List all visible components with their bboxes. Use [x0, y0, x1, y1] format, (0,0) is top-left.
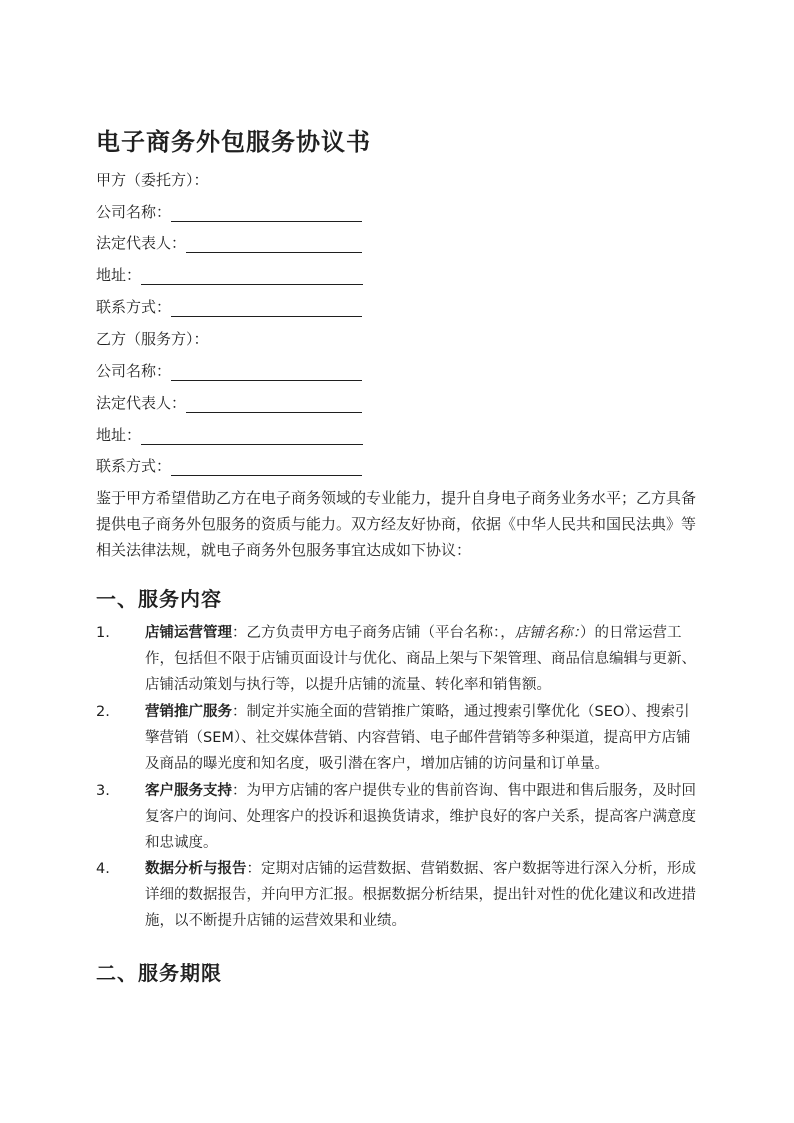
- service-item-4: [96, 856, 704, 934]
- service-item-3-label: 客户服务支持: [145, 783, 232, 799]
- service-item-1-placeholder: 店铺名称：: [514, 625, 580, 641]
- service-item-1-label: 店铺运营管理: [145, 625, 232, 641]
- service-item-1-number: 1.: [96, 625, 110, 641]
- party-b-company-blank[interactable]: [171, 364, 362, 381]
- party-b-rep-label: 法定代表人：: [96, 394, 187, 412]
- service-item-4-text: ：定期对店铺的运营数据、营销数据、客户数据等进行深入分析，形成详细的数据报告，并向甲方汇报。根据数据分析结果，提出针对性的优化建议和改进措施，以不断提升店铺的运营效果和业绩。: [145, 861, 696, 929]
- party-a-rep-row: [96, 233, 362, 253]
- party-a-address-row: [96, 265, 363, 285]
- party-b-rep-row: [96, 393, 362, 413]
- party-a-heading: 甲方（委托方）：: [96, 171, 209, 189]
- party-a-company-label: 公司名称：: [96, 203, 172, 221]
- party-a-company-blank[interactable]: [171, 205, 362, 222]
- service-item-2: [96, 699, 704, 777]
- party-a-contact-blank[interactable]: [171, 300, 362, 317]
- party-b-contact-row: [96, 456, 362, 476]
- party-b-address-label: 地址：: [96, 426, 142, 444]
- section-1-heading: 一、服务内容: [96, 587, 222, 611]
- party-b-address-row: [96, 425, 363, 445]
- preamble-paragraph: 鉴于甲方希望借助乙方在电子商务领域的专业能力，提升自身电子商务业务水平；乙方具备提供电子商务外包服务的资质与能力。双方经友好协商，依据《中华人民共和国民法典》等相关法律法规，就电子商务外包服务事宜达成如下协议：: [96, 489, 697, 559]
- party-b-company-label: 公司名称：: [96, 362, 172, 380]
- party-a-address-blank[interactable]: [141, 268, 363, 285]
- party-b-address-blank[interactable]: [141, 428, 363, 445]
- party-a-contact-label: 联系方式：: [96, 298, 172, 316]
- service-item-3-number: 3.: [96, 783, 110, 799]
- party-a-rep-label: 法定代表人：: [96, 234, 187, 252]
- service-item-1-text-a: ：乙方负责甲方电子商务店铺（平台名称：，: [232, 625, 515, 641]
- service-item-2-label: 营销推广服务: [145, 704, 232, 720]
- service-item-4-label: 数据分析与报告: [145, 861, 247, 877]
- party-b-contact-blank[interactable]: [171, 459, 362, 476]
- service-item-3: [96, 778, 704, 856]
- section-2-heading: 二、服务期限: [96, 961, 222, 985]
- party-a-contact-row: [96, 297, 362, 317]
- party-b-company-row: [96, 361, 362, 381]
- service-item-1-text-b: ）的日常运营工作，包括但不限于店铺页面设计与优化、商品上架与下架管理、商品信息编辑与更新、店铺活动策划与执行等，以提升店铺的流量、转化率和销售额。: [145, 625, 696, 693]
- party-b-heading: 乙方（服务方）：: [96, 330, 209, 348]
- party-a-rep-blank[interactable]: [186, 236, 362, 253]
- party-a-company-row: [96, 202, 362, 222]
- document-title: 电子商务外包服务协议书: [96, 128, 371, 156]
- service-item-2-number: 2.: [96, 704, 110, 720]
- service-item-3-text: ：为甲方店铺的客户提供专业的售前咨询、售中跟进和售后服务，及时回复客户的询问、处理客户的投诉和退换货请求，维护良好的客户关系，提高客户满意度和忠诚度。: [145, 783, 696, 851]
- party-a-address-label: 地址：: [96, 266, 142, 284]
- service-item-2-text: ：制定并实施全面的营销推广策略，通过搜索引擎优化（SEO）、搜索引擎营销（SEM）、社交媒体营销、内容营销、电子邮件营销等多种渠道，提高甲方店铺及商品的曝光度和知名度，吸引潜在客户，增加店铺的访问量和订单量。: [145, 704, 691, 772]
- party-b-rep-blank[interactable]: [186, 396, 362, 413]
- party-b-contact-label: 联系方式：: [96, 457, 172, 475]
- service-item-1: [96, 620, 704, 698]
- service-item-4-number: 4.: [96, 861, 110, 877]
